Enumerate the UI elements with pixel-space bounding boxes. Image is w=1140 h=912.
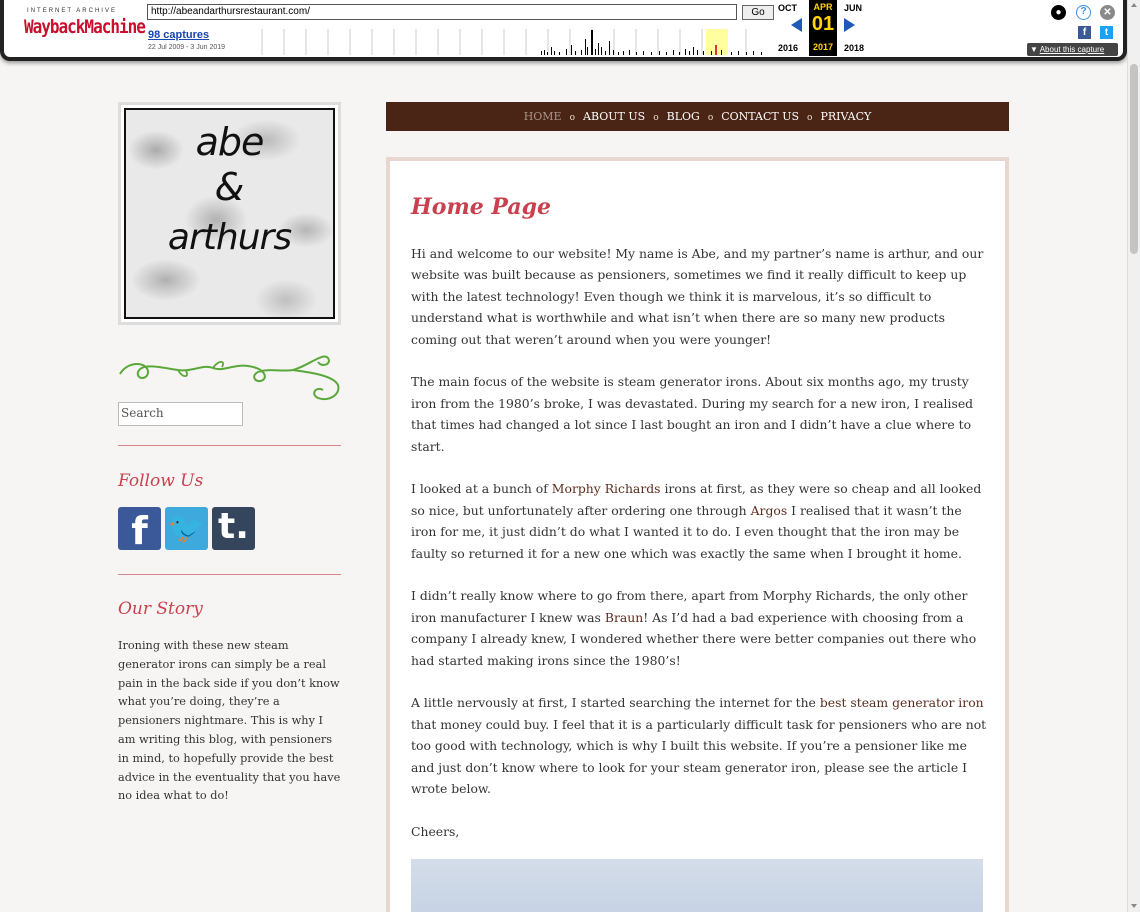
main-nav (386, 102, 1009, 131)
text: A little nervously at first, I started searching the internet for the (411, 695, 820, 711)
logo-text-abe: abe (195, 120, 264, 164)
main-content (386, 157, 1009, 912)
wayback-current-month: APR (813, 2, 833, 12)
wayback-prev-arrow-icon[interactable] (791, 18, 802, 32)
text: that money could buy. I feel that it is a particularly difficult task for pensioners who are not too good with technology, which is why I built this website. If you’re a pensioner like me and just don’t know where to look for your steam generator iron, please see the article I wrote below. (411, 716, 987, 797)
wayback-logo[interactable] (24, 8, 145, 38)
tumblr-icon[interactable]: t. (212, 507, 255, 550)
about-capture-button[interactable]: ▼ About this capture (1027, 43, 1118, 56)
nav-separator: o (569, 113, 576, 123)
our-story-text: Ironing with these new steam generator irons can simply be a real pain in the back side if you don’t know what you’re doing, they’re a pensioners nightmare. This is why I am writing this blog, with pensioners in mind, to hopefully provide the best advice in the eventuality that you have no idea what to do! (118, 639, 341, 803)
twitter-share-icon[interactable]: t (1100, 26, 1113, 39)
site-logo[interactable] (118, 102, 341, 325)
wayback-go-button[interactable]: Go (742, 5, 774, 20)
wayback-logo-main: WaybackMachine (24, 15, 145, 38)
site-logo-image (124, 108, 335, 319)
our-story-heading: Our Story (118, 599, 203, 619)
article-image (411, 859, 983, 912)
wayback-next-arrow-icon[interactable] (844, 18, 855, 32)
scroll-down-icon[interactable] (1131, 904, 1137, 908)
wayback-prev-year[interactable]: 2016 (778, 43, 799, 53)
facebook-icon[interactable]: f (118, 507, 161, 550)
article-body (411, 243, 989, 906)
facebook-share-icon[interactable]: f (1078, 26, 1091, 39)
page-scrollbar[interactable] (1127, 0, 1140, 912)
wayback-url-input[interactable]: http://abeandarthursrestaurant.com/ (147, 4, 737, 20)
wayback-sparkline[interactable] (241, 25, 774, 55)
close-icon[interactable]: ✕ (1100, 5, 1115, 20)
wayback-next-year[interactable]: 2018 (844, 43, 865, 53)
text: I realised that it wasn’t the iron for me, it just didn’t do what I wanted it to do. I even thought that the iron may be faulty so returned it for a new one which was exactly the same when I brought it home. (411, 502, 962, 561)
nav-privacy[interactable]: PRIVACY (820, 110, 872, 123)
text: I looked at a bunch of (411, 481, 552, 497)
sidebar-divider (118, 445, 341, 446)
wayback-prev-month[interactable]: OCT (778, 3, 797, 13)
nav-contact-us[interactable]: CONTACT US (721, 110, 800, 123)
nav-separator: o (807, 113, 813, 123)
morphy-richards-link[interactable]: Morphy Richards (551, 481, 661, 497)
scroll-up-icon[interactable] (1131, 3, 1137, 7)
paragraph: The main focus of the website is steam generator irons. About six months ago, my trusty iron from the 1980’s broke, I was devastated. During my search for a new iron, I realised that times had changed a lot since I last bought an iron and I didn’t have a clue where to start. (411, 374, 974, 454)
text: ! As I’d had a bad experience with choosing from a company I already knew, I wondered whether there were better companies out there who had started making irons since the 1980’s! (411, 609, 977, 668)
wayback-current-year: 2017 (812, 42, 834, 52)
nav-separator: o (707, 113, 714, 123)
nav-blog[interactable]: BLOG (666, 110, 700, 123)
help-icon[interactable]: ? (1076, 5, 1091, 20)
decorative-swirl-icon (118, 350, 341, 405)
about-capture-label: About this capture (1039, 45, 1105, 54)
nav-separator: o (653, 113, 659, 123)
paragraph (411, 478, 989, 564)
twitter-icon[interactable]: 🐦 (165, 507, 208, 550)
logo-text-ampersand: & (214, 165, 245, 209)
paragraph: Cheers, (411, 823, 460, 839)
wayback-captures-link[interactable]: 98 captures (148, 29, 210, 41)
sidebar-divider (118, 574, 341, 575)
wayback-next-month[interactable]: JUN (844, 3, 863, 13)
wayback-toolbar (0, 0, 1127, 61)
page-title: Home Page (411, 194, 551, 220)
scroll-thumb[interactable] (1130, 64, 1138, 254)
nav-home[interactable]: HOME (523, 110, 562, 123)
wayback-current-day: 01 (811, 13, 835, 35)
text: I didn’t really know where to go from there, apart from Morphy Richards, the only other iron manufacturer I knew was (411, 588, 968, 625)
nav-about-us[interactable]: ABOUT US (583, 110, 646, 123)
follow-us-heading: Follow Us (118, 471, 204, 491)
paragraph (411, 692, 989, 799)
logo-text-arthurs: arthurs (167, 217, 292, 258)
paragraph: Hi and welcome to our website! My name is Abe, and my partner’s name is arthur, and our website was built because as pensioners, sometimes we find it really difficult to keep up with the latest technology! Even though we think it is marvelous, it’s so difficult to understand what is worthwhile and what isn’t when there are so many new products coming out that weren’t around when you were younger! (411, 246, 984, 347)
user-icon[interactable]: ● (1051, 5, 1066, 20)
best-steam-generator-iron-link[interactable]: best steam generator iron (819, 695, 984, 711)
wayback-current-date (809, 0, 837, 56)
wayback-date-range: 22 Jul 2009 - 3 Jun 2019 (148, 44, 226, 51)
braun-link[interactable]: Braun (604, 609, 644, 625)
text: irons at first, as they were so cheap and all looked so nice, but unfortunately after ordering one through (411, 481, 982, 518)
search-input[interactable]: Search (118, 402, 243, 426)
argos-link[interactable]: Argos (750, 502, 788, 518)
wayback-logo-top: INTERNET ARCHIVE (27, 8, 117, 14)
paragraph (411, 585, 989, 671)
